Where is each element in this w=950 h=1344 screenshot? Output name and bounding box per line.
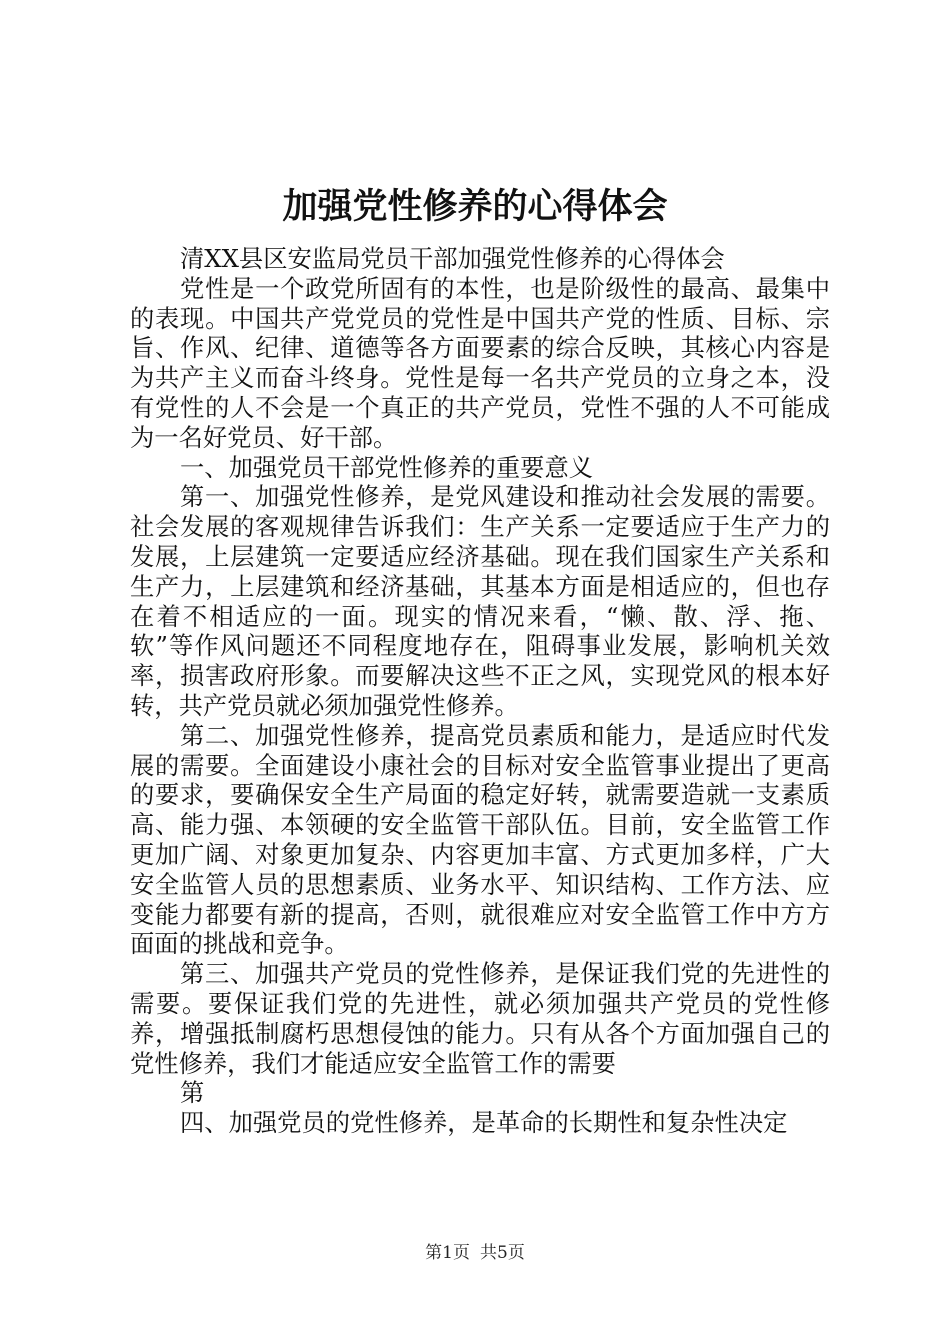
point-four-paragraph: 四、加强党员的党性修养，是革命的长期性和复杂性决定	[180, 1108, 788, 1138]
point-one-paragraph: 第一、加强党性修养，是党风建设和推动社会发展的需要。社会发展的客观规律告诉我们：生产关系一定要适应于生产力的发展，上层建筑一定要适应经济基础。现在我们国家生产关系和生产力，上层建筑和经济基础，其基本方面是相适应的，但也存在着不相适应的一面。现实的情况来看，“懒、散、浮、拖、软”等作风问题还不同程度地存在，阻碍事业发展，影响机关效率，损害政府形象。而要解决这些不正之风，实现党风的根本好转，共产党员就必须加强党性修养。	[130, 482, 830, 720]
document-body	[130, 244, 830, 1138]
intro-paragraph: 党性是一个政党所固有的本性，也是阶级性的最高、最集中的表现。中国共产党党员的党性是中国共产党的性质、目标、宗旨、作风、纪律、道德等各方面要素的综合反映，其核心内容是为共产主义而奋斗终身。党性是每一名共产党员的立身之本，没有党性的人不会是一个真正的共产党员，党性不强的人不可能成为一名好党员、好干部。	[130, 273, 830, 452]
document-title: 加强党性修养的心得体会	[282, 186, 668, 227]
section-heading: 一、加强党员干部党性修养的重要意义	[180, 452, 594, 482]
page-total: 共5页	[480, 1243, 525, 1263]
page-number: 第1页	[425, 1243, 470, 1263]
page-footer	[0, 1241, 950, 1265]
fragment-paragraph: 第	[180, 1078, 205, 1108]
point-three-paragraph: 第三、加强共产党员的党性修养，是保证我们党的先进性的需要。要保证我们党的先进性，就必须加强共产党员的党性修养，增强抵制腐朽思想侵蚀的能力。只有从各个方面加强自己的党性修养，我们才能适应安全监管工作的需要	[130, 959, 830, 1078]
subtitle-paragraph: 清XX县区安监局党员干部加强党性修养的心得体会	[180, 244, 725, 273]
point-two-paragraph: 第二、加强党性修养，提高党员素质和能力，是适应时代发展的需要。全面建设小康社会的目标对安全监管事业提出了更高的要求，要确保安全生产局面的稳定好转，就需要造就一支素质高、能力强、本领硬的安全监管干部队伍。目前，安全监管工作更加广阔、对象更加复杂、内容更加丰富、方式更加多样，广大安全监管人员的思想素质、业务水平、知识结构、工作方法、应变能力都要有新的提高，否则，就很难应对安全监管工作中方方面面的挑战和竞争。	[130, 720, 830, 959]
